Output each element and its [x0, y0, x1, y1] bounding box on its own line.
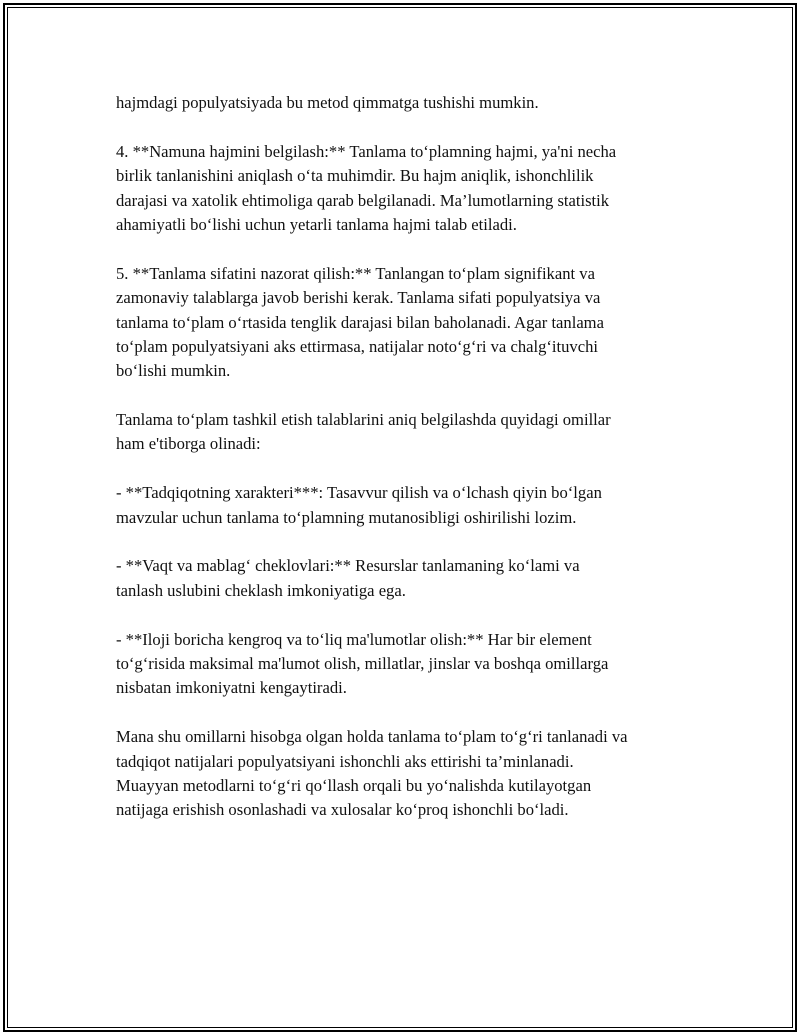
text-line: tadqiqot natijalari populyatsiyani ishonchli aks ettirishi ta’minlanadi.: [116, 751, 574, 771]
paragraph-quality-control: [116, 262, 696, 384]
text-line: Tanlama to‘plam tashkil etish talablarini aniq belgilashda quyidagi omillar: [116, 410, 611, 430]
text-line: darajasi va xatolik ehtimoliga qarab belgilanadi. Ma’lumotlarning statistik: [116, 190, 610, 210]
document-body: [116, 91, 696, 847]
text-line: Mana shu omillarni hisobga olgan holda tanlama to‘plam to‘g‘ri tanlanadi va: [116, 727, 628, 747]
text-line: tanlash uslubini cheklash imkoniyatiga ega.: [116, 580, 406, 600]
text-line: to‘plam populyatsiyani aks ettirmasa, natijalar noto‘g‘ri va chalg‘ituvchi: [116, 336, 598, 356]
text-line: Muayyan metodlarni to‘g‘ri qo‘llash orqali bu yo‘nalishda kutilayotgan: [116, 775, 592, 795]
text-line: - **Tadqiqotning xarakteri***: Tasavvur qilish va o‘lchash qiyin bo‘lgan: [116, 483, 602, 503]
bullet-time-budget: [116, 554, 696, 603]
paragraph-continuation: [116, 91, 696, 115]
text-line: - **Vaqt va mablag‘ cheklovlari:** Resurslar tanlamaning ko‘lami va: [116, 556, 580, 576]
text-line: natijaga erishish osonlashadi va xulosalar ko‘proq ishonchli bo‘ladi.: [116, 800, 569, 820]
paragraph-conclusion: [116, 725, 696, 823]
text-line: nisbatan imkoniyatni kengaytiradi.: [116, 678, 347, 698]
text-line: 4. **Namuna hajmini belgilash:** Tanlama to‘plamning hajmi, ya'ni necha: [116, 141, 617, 161]
text-line: birlik tanlanishini aniqlash o‘ta muhimdir. Bu hajm aniqlik, ishonchlilik: [116, 166, 594, 186]
text-line: mavzular uchun tanlama to‘plamning mutanosibligi oshirilishi lozim.: [116, 507, 577, 527]
paragraph-factors-intro: [116, 408, 696, 457]
text-line: zamonaviy talablarga javob berishi kerak. Tanlama sifati populyatsiya va: [116, 288, 601, 308]
text-line: ham e'tiborga olinadi:: [116, 434, 261, 454]
text-line: ahamiyatli bo‘lishi uchun yetarli tanlama hajmi talab etiladi.: [116, 214, 517, 234]
text-line: - **Iloji boricha kengroq va to‘liq ma'lumotlar olish:** Har bir element: [116, 629, 592, 649]
text-line: 5. **Tanlama sifatini nazorat qilish:** Tanlangan to‘plam signifikant va: [116, 263, 595, 283]
text-line: tanlama to‘plam o‘rtasida tenglik darajasi bilan baholanadi. Agar tanlama: [116, 312, 604, 332]
text-line: to‘g‘risida maksimal ma'lumot olish, millatlar, jinslar va boshqa omillarga: [116, 653, 609, 673]
text-line: bo‘lishi mumkin.: [116, 361, 231, 381]
text-line: hajmdagi populyatsiyada bu metod qimmatga tushishi mumkin.: [116, 93, 539, 112]
bullet-complete-data: [116, 628, 696, 701]
paragraph-sample-size: [116, 140, 696, 238]
bullet-research-character: [116, 481, 696, 530]
